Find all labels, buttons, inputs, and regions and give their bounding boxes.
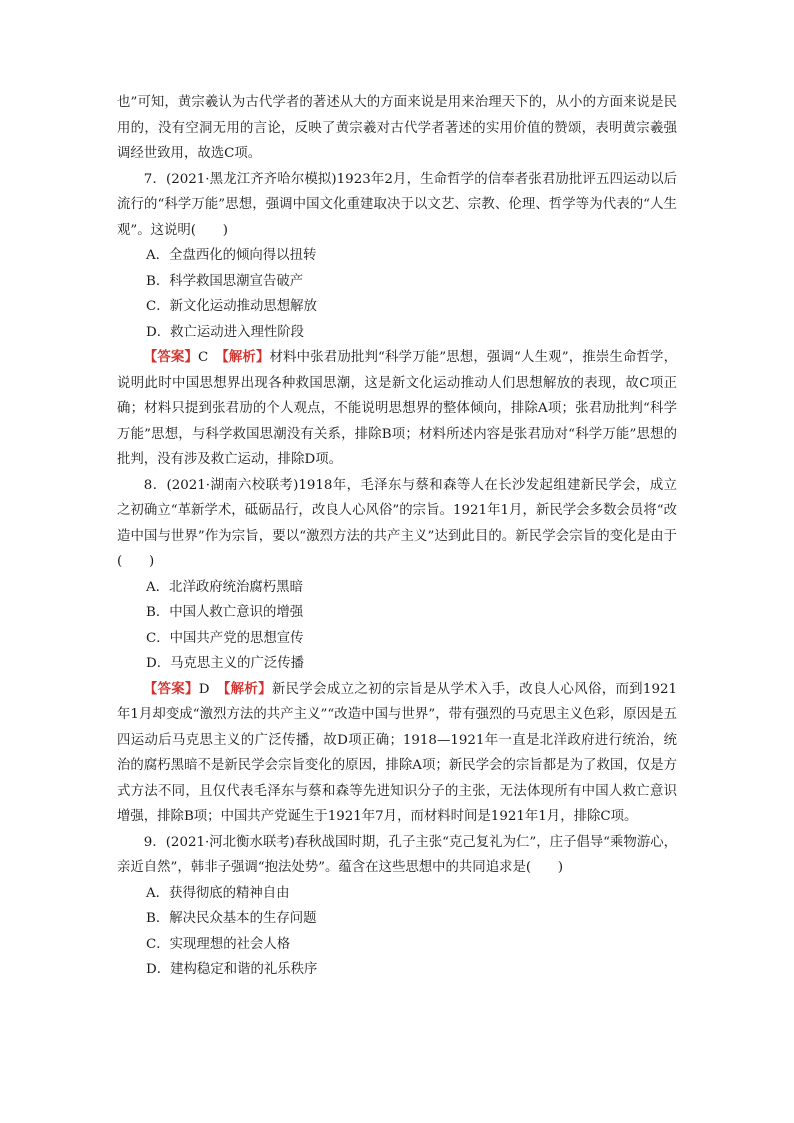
analysis-text: 新民学会成立之初的宗旨是从学术入手，改良人心风俗，而到1921年1月却变成“激烈方法的共产主义”“改造中国与世界”，带有强烈的马克思主义色彩，原因是五四运动后马克思主义的广泛传播，故D项正确；1918—1921年一直是北洋政府进行统治，统治的腐朽黑暗不是新民学会宗旨变化的原因，排除A项；新民学会的宗旨都是为了救国，仅是方式方法不同，且仅代表毛泽东与蔡和森等先进知识分子的主张，无法体现所有中国人救亡意识增强，排除B项；中国共产党诞生于1921年7月，而材料时间是1921年1月，排除C项。 xyxy=(117,681,678,824)
answer-label: 【答案】 xyxy=(143,680,199,697)
previous-analysis-continuation: 也”可知，黄宗羲认为古代学者的著述从大的方面来说是用来治理天下的，从小的方面来说是民用的，没有空洞无用的言论，反映了黄宗羲对古代学者著述的实用价值的赞颂，表明黄宗羲强调经世致用，故选C项。 xyxy=(117,95,677,161)
question-8-option-a: A．北洋政府统治腐朽黑暗 xyxy=(146,579,303,595)
question-8-option-b: B．中国人救亡意识的增强 xyxy=(146,605,304,620)
question-7-option-a: A．全盘西化的倾向得以扭转 xyxy=(146,248,317,263)
question-7-option-d: D．救亡运动进入理性阶段 xyxy=(146,324,305,340)
answer-value: C xyxy=(198,350,209,365)
question-9-option-d: D．建构稳定和谐的礼乐秩序 xyxy=(146,962,318,977)
page-content xyxy=(117,90,677,983)
question-8-answer-block xyxy=(117,677,677,830)
question-9-option-b: B．解决民众基本的生存问题 xyxy=(146,911,317,926)
question-9-option-a: A．获得彻底的精神自由 xyxy=(146,885,290,901)
answer-label: 【答案】 xyxy=(143,349,199,365)
question-7-stem: 7．(2021·黑龙江齐齐哈尔模拟)1923年2月，生命哲学的信奉者张君劢批评五四运动以后流行的“科学万能”思想，强调中国文化重建取决于以文艺、宗教、伦理、哲学等为代表的“人生观”。这说明( ) xyxy=(117,171,677,238)
answer-value: D xyxy=(198,681,210,697)
analysis-label: 【解析】 xyxy=(223,680,272,697)
question-8-option-d: D．马克思主义的广泛传播 xyxy=(146,656,305,671)
analysis-label: 【解析】 xyxy=(222,349,270,365)
question-9-option-c: C．实现理想的社会人格 xyxy=(146,936,291,952)
question-8-option-c: C．中国共产党的思想宣传 xyxy=(146,630,304,646)
question-7-option-c: C．新文化运动推动思想解放 xyxy=(146,299,317,314)
analysis-text: 材料中张君劢批判“科学万能”思想，强调“人生观”，推崇生命哲学，说明此时中国思想界出现各种救国思潮，这是新文化运动推动人们思想解放的表现，故C项正确；材料只提到张君劢的个人观点，不能说明思想界的整体倾向，排除A项；张君劢批判“科学万能”思想，与科学救国思潮没有关系，排除B项；材料所述内容是张君劢对“科学万能”思想的批判，没有涉及救亡运动，排除D项。 xyxy=(117,350,678,467)
question-9-stem: 9．(2021·河北衡水联考)春秋战国时期，孔子主张“克己复礼为仁”，庄子倡导“乘物游心，亲近自然”，韩非子强调“抱法处势”。蕴含在这些思想中的共同追求是( ) xyxy=(117,834,677,875)
question-7-option-b: B．科学救国思潮宣告破产 xyxy=(146,273,304,289)
question-7-answer-block xyxy=(117,345,677,473)
question-8-stem: 8．(2021·湖南六校联考)1918年，毛泽东与蔡和森等人在长沙发起组建新民学会，成立之初确立“革新学术，砥砺品行，改良人心风俗”的宗旨。1921年1月，新民学会多数会员将“改造中国与世界”作为宗旨，要以“激烈方法的共产主义”达到此目的。新民学会宗旨的变化是由于( ) xyxy=(117,477,677,569)
